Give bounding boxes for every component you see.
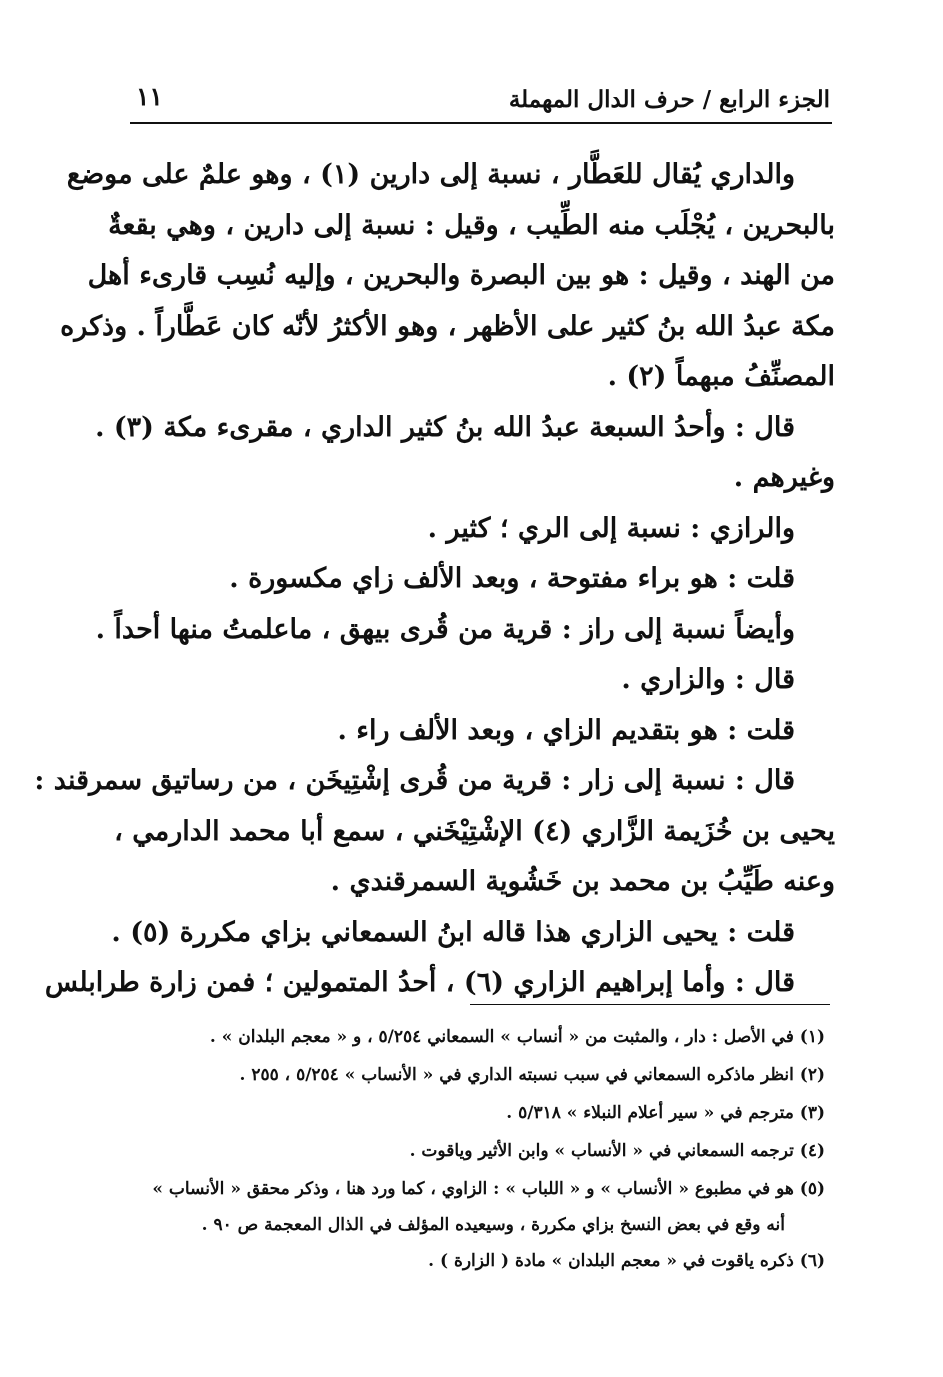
running-head: الجزء الرابع / حرف الدال المهملة [508,86,830,113]
text-line: قال : نسبة إلى زار : قرية من قُرى إشْتِيخَن ، من رساتيق سمرقند : [34,765,795,796]
footnotes [125,1018,825,1280]
footnote: (٥) هو في مطبوع « الأنساب » و « اللباب » : الزاوي ، كما ورد هنا ، وذكر محقق « الأنساب » [152,1179,825,1199]
footnote: (٦) ذكره ياقوت في « معجم البلدان » مادة ( الزارة ) . [428,1251,825,1271]
text-line: وأيضاً نسبة إلى راز : قرية من قُرى بيهق ، ماعلمتُ منها أحداً . [95,613,795,645]
main-text [34,150,835,1009]
page-number: ١١ [136,82,163,111]
text-line: بالبحرين ، يُجْلَب منه الطِّيب ، وقيل : نسبة إلى دارين ، وهي بقعةٌ [108,209,835,241]
text-line: قلت : يحيى الزاري هذا قاله ابنُ السمعاني بزاي مكررة (٥) . [111,916,795,948]
text-line: يحيى بن خُزَيمة الزَّاري (٤) الإشْتِيْخَني ، سمع أبا محمد الدارمي ، [114,815,835,847]
footnote-separator [470,1004,830,1005]
text-line: قلت : هو بتقديم الزاي ، وبعد الألف راء . [337,714,795,746]
text-line: من الهند ، وقيل : هو بين البصرة والبحرين ، وإليه نُسِب قارىء أهل [87,260,835,291]
text-line: وعنه طَيِّبُ بن محمد بن خَشُوية السمرقندي . [330,866,835,897]
footnote: أنه وقع في بعض النسخ بزاي مكررة ، وسيعيده المؤلف في الذال المعجمة ص ٩٠ . [201,1215,785,1235]
text-line: قلت : هو براء مفتوحة ، وبعد الألف زاي مكسورة . [229,563,795,594]
text-line: المصنِّفُ مبهماً (٢) . [607,361,835,392]
text-line: وغيرهم . [733,462,835,493]
footnote: (١) في الأصل : دار ، والمثبت من « أنساب » السمعاني ٥/٢٥٤ ، و « معجم البلدان » . [209,1027,825,1047]
text-line: قال : والزاري . [621,664,795,695]
text-line: قال : وأحدُ السبعة عبدُ الله بنُ كثير الداري ، مقرىء مكة (٣) . [95,411,795,443]
footnote: (٤) ترجمه السمعاني في « الأنساب » وابن الأثير وياقوت . [409,1141,825,1161]
text-line: قال : وأما إبراهيم الزاري (٦) ، أحدُ المتمولين ؛ فمن زارة طرابلس [44,967,795,998]
text-line: مكة عبدُ الله بنُ كثير على الأظهر ، وهو الأكثرُ لأنّه كان عَطَّاراً . وذكره [60,310,835,342]
footnote: (٣) مترجم في « سير أعلام النبلاء » ٥/٣١٨ . [506,1103,825,1123]
text-line: والرازي : نسبة إلى الري ؛ كثير . [427,512,795,544]
footnote: (٢) انظر ماذكره السمعاني في سبب نسبته الداري في « الأنساب » ٥/٢٥٤ ، ٢٥٥ . [239,1065,825,1085]
header-rule [130,122,832,124]
text-line: والداري يُقال للعَطَّار ، نسبة إلى دارين (١) ، وهو علمٌ على موضع [66,159,795,190]
page-header [130,82,830,118]
